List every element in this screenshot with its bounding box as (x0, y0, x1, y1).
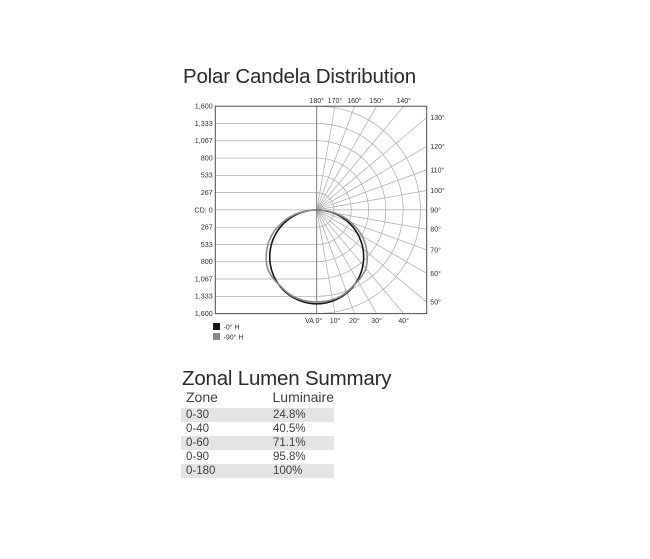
svg-text:80°: 80° (430, 226, 441, 234)
svg-text:40°: 40° (398, 318, 410, 325)
svg-text:170°: 170° (327, 98, 343, 105)
svg-text:1,333: 1,333 (194, 291, 213, 301)
table-row (181, 422, 334, 436)
svg-text:1,333: 1,333 (194, 118, 213, 128)
zone-cell: 0-180 (186, 465, 216, 477)
table-row (181, 408, 334, 422)
candela-axis-labels (194, 102, 212, 318)
luminaire-cell: 71.1% (273, 437, 306, 449)
zone-column-header: Zone (186, 389, 218, 405)
table-row (181, 464, 334, 478)
svg-text:120°: 120° (430, 143, 445, 151)
svg-text:150°: 150° (369, 98, 384, 105)
luminaire-cell: 24.8% (273, 409, 306, 421)
svg-text:1,067: 1,067 (194, 274, 213, 284)
zone-cell: 0-30 (186, 409, 210, 421)
svg-text:70°: 70° (430, 247, 441, 255)
luminaire-cell: 40.5% (273, 423, 306, 435)
svg-text:130°: 130° (430, 114, 445, 122)
svg-text:90°: 90° (430, 207, 441, 215)
svg-text:180°: 180° (309, 98, 324, 105)
svg-text:10°: 10° (329, 318, 341, 325)
luminaire-cell: 100% (273, 465, 303, 477)
zone-cell: 0-40 (186, 423, 210, 435)
zonal-table-header (181, 389, 334, 408)
luminaire-column-header: Luminaire (272, 389, 334, 405)
svg-text:30°: 30° (371, 318, 382, 325)
svg-text:533: 533 (200, 239, 213, 249)
table-row (181, 450, 334, 464)
svg-text:60°: 60° (430, 270, 441, 278)
svg-text:100°: 100° (430, 187, 445, 195)
svg-text:800: 800 (200, 257, 213, 267)
svg-text:VA 0°: VA 0° (305, 318, 323, 325)
luminaire-cell: 95.8% (273, 451, 306, 463)
svg-text:160°: 160° (347, 98, 362, 105)
zone-cell: 0-90 (186, 451, 210, 463)
svg-text:110°: 110° (430, 167, 445, 175)
svg-text:1,600: 1,600 (194, 101, 213, 111)
table-row (181, 436, 334, 450)
svg-text:CD: 0: CD: 0 (194, 205, 213, 215)
zonal-summary-title: Zonal Lumen Summary (182, 367, 392, 390)
polar-candela-chart (180, 92, 452, 348)
svg-text:50°: 50° (430, 299, 441, 307)
svg-text:1,067: 1,067 (194, 136, 213, 146)
legend-label: -90° H (223, 334, 244, 342)
svg-text:267: 267 (200, 188, 213, 198)
svg-text:1,600: 1,600 (194, 309, 213, 318)
svg-text:533: 533 (200, 170, 213, 180)
zonal-lumen-table (181, 389, 334, 478)
zonal-table-body (181, 408, 334, 478)
legend-swatch (213, 333, 220, 340)
svg-text:267: 267 (200, 222, 213, 232)
legend-swatch (213, 323, 220, 330)
svg-text:140°: 140° (396, 98, 411, 105)
svg-text:800: 800 (200, 153, 213, 163)
zone-cell: 0-60 (186, 437, 210, 449)
polar-chart-title: Polar Candela Distribution (183, 65, 416, 88)
legend-label: -0° H (223, 324, 240, 332)
svg-text:20°: 20° (349, 318, 360, 325)
chart-legend (213, 323, 243, 341)
